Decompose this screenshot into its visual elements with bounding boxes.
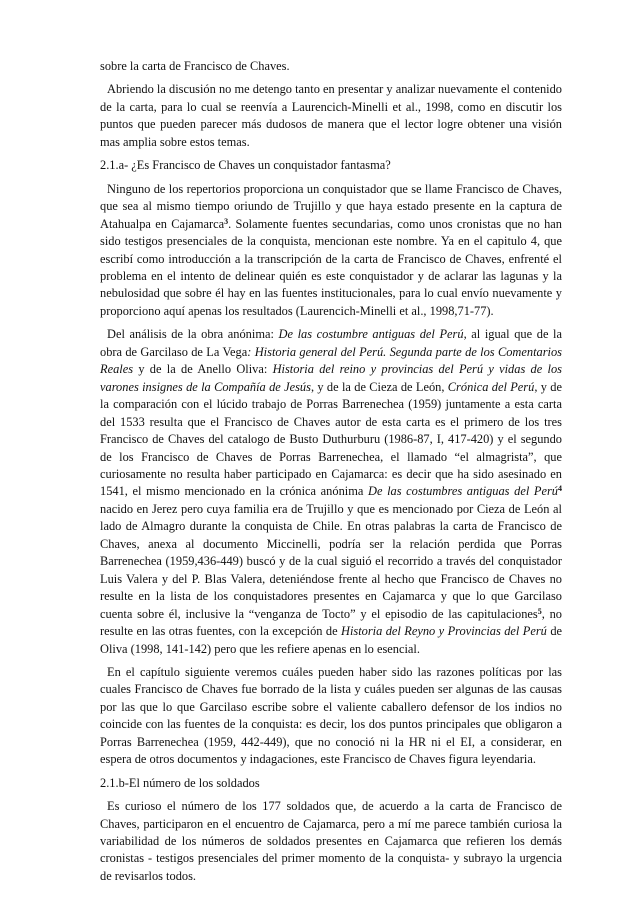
work-title: : Historia general del Perú. Segunda parte de los Comentarios Reales [100, 344, 562, 377]
text-run: Del análisis de la obra anónima: [107, 327, 279, 342]
work-title: Historia del Reyno y Provincias del Perú [341, 624, 547, 639]
footnote-ref-3[interactable]: 3 [224, 216, 229, 226]
work-title: Crónica del Perú [447, 379, 535, 394]
footnote-ref-5[interactable]: 5 [537, 606, 542, 616]
text-run: , no resulte en las otras fuentes, con la excepción de [100, 606, 562, 639]
work-title: Historia del reino y provincias del Perú y vidas de los varones insignes de la Compañía de Jesús [100, 362, 562, 394]
text-run: y de la de Anello Oliva: [133, 362, 273, 377]
paragraph-discussion: Abriendo la discusión no me detengo tanto en presentar y analizar nuevamente el contenido de la carta, para lo cual se reenvía a Laurencich-Minelli et al., 1998, como en discutir los puntos que pueden parecer más dudosos de manera que el lector logre obtener una visión mas amplia sobre estos temas. [100, 82, 562, 149]
section-heading-2-1-b: 2.1.b-El número de los soldados [100, 775, 260, 790]
work-title: De las costumbre antiguas del Perú [278, 327, 464, 342]
text-run: Ninguno de los repertorios proporciona un conquistador que se llame Francisco de Chaves, que sea al mismo tiempo oriundo de Trujillo y que haya estado presente en la captura de Atahualpa en Cajamarca [100, 181, 562, 231]
text-run: , y de la de Cieza de León, [310, 379, 448, 394]
paragraph-repertorios [100, 181, 562, 321]
text-run: , al igual que de la obra de Garcilaso de La Vega [100, 327, 562, 359]
text-run: . Solamente fuentes secundarias, como unos cronistas que no han sido testigos presenciales de la conquista, mencionan este nombre. Ya en el capitulo 4, que escribí como introducción a la transcripción de la carta de Francisco de Chaves, enfrenté el problema en el intento de delinear quién es este conquistador y de aclarar las lagunas y la nebulosidad que sobre él hay en las fuentes institucionales, para lo cual envío nuevamente y proporciono aquí apenas los resultados (Laurencich-Minelli et al., 1998,71-77). [100, 216, 563, 318]
section-heading-2-1-a: 2.1.a- ¿Es Francisco de Chaves un conquistador fantasma? [100, 158, 391, 173]
footnote-ref-4[interactable]: 4 [558, 484, 562, 494]
paragraph-analisis [100, 326, 562, 658]
paragraph-continuation: sobre la carta de Francisco de Chaves. [100, 59, 290, 73]
paragraph-capitulo-siguiente: En el capítulo siguiente veremos cuáles pueden haber sido las razones políticas por las cuales Francisco de Chaves fue borrado de la lista y cuáles pueden ser algunas de las causas por las que lo que Garcilaso escribe sobre el valiente caballero defensor de los indios no coincide con las fuentes de la conquista: es decir, los dos puntos principales que obligaron a Porras Barrenechea (1959, 442-449), que no conoció ni la HR ni el EI, a considerar, en espera de otros documentos y indagaciones, este Francisco de Chaves figura leyendaria. [100, 664, 562, 767]
text-run: , y de la comparación con el lúcido trabajo de Porras Barrenechea (1959) juntamente a esta carta del 1533 resulta que el Francisco de Chaves autor de esta carta es el primero de los tres Francisco de Chaves del catalogo de Busto Duthurburu (1986-87, I, 417-420) y el segundo de los Francisco de Chaves de Porras Barrenechea, el llamado “el almagrista”, que curiosamente no resulta haber participado en Cajamarca: es decir que ha sido asesinado en 1541, el mismo mencionado en la crónica anónima [100, 379, 563, 499]
work-title: De las costumbres antiguas del Perú [368, 484, 558, 499]
text-run: nacido en Jerez pero cuya familia era de Trujillo y que es mencionado por Cieza de León al lado de Almagro durante la conquista de Chile. En otras palabras la carta de Francisco de Chaves, anexa al documento Miccinelli, podría ser la relación perdida que Porras Barrenechea (1959,436-449) buscó y de la cual siguió el recorrido a través del conquistador Luis Valera y del P. Blas Valera, deteniéndose frente al hecho que Francisco de Chaves no resulte en la lista de los conquistadores presentes en Cajamarca y que lo que Garcilaso cuenta sobre él, inclusive la “venganza de Tocto” y el episodio de las capitulaciones [100, 501, 562, 621]
document-page [100, 58, 562, 891]
paragraph-numero-soldados: Es curioso el número de los 177 soldados que, de acuerdo a la carta de Francisco de Chaves, participaron en el encuentro de Cajamarca, pero a mí me parece también curiosa la variabilidad de los números de soldados presentes en Cajamarca que refieren los demás cronistas - testigos presenciales del primer momento de la conquista- y subrayo la urgencia de revisarlos todos. [100, 799, 562, 883]
text-run: de Oliva (1998, 141-142) pero que les refiere apenas en lo esencial. [100, 624, 563, 656]
